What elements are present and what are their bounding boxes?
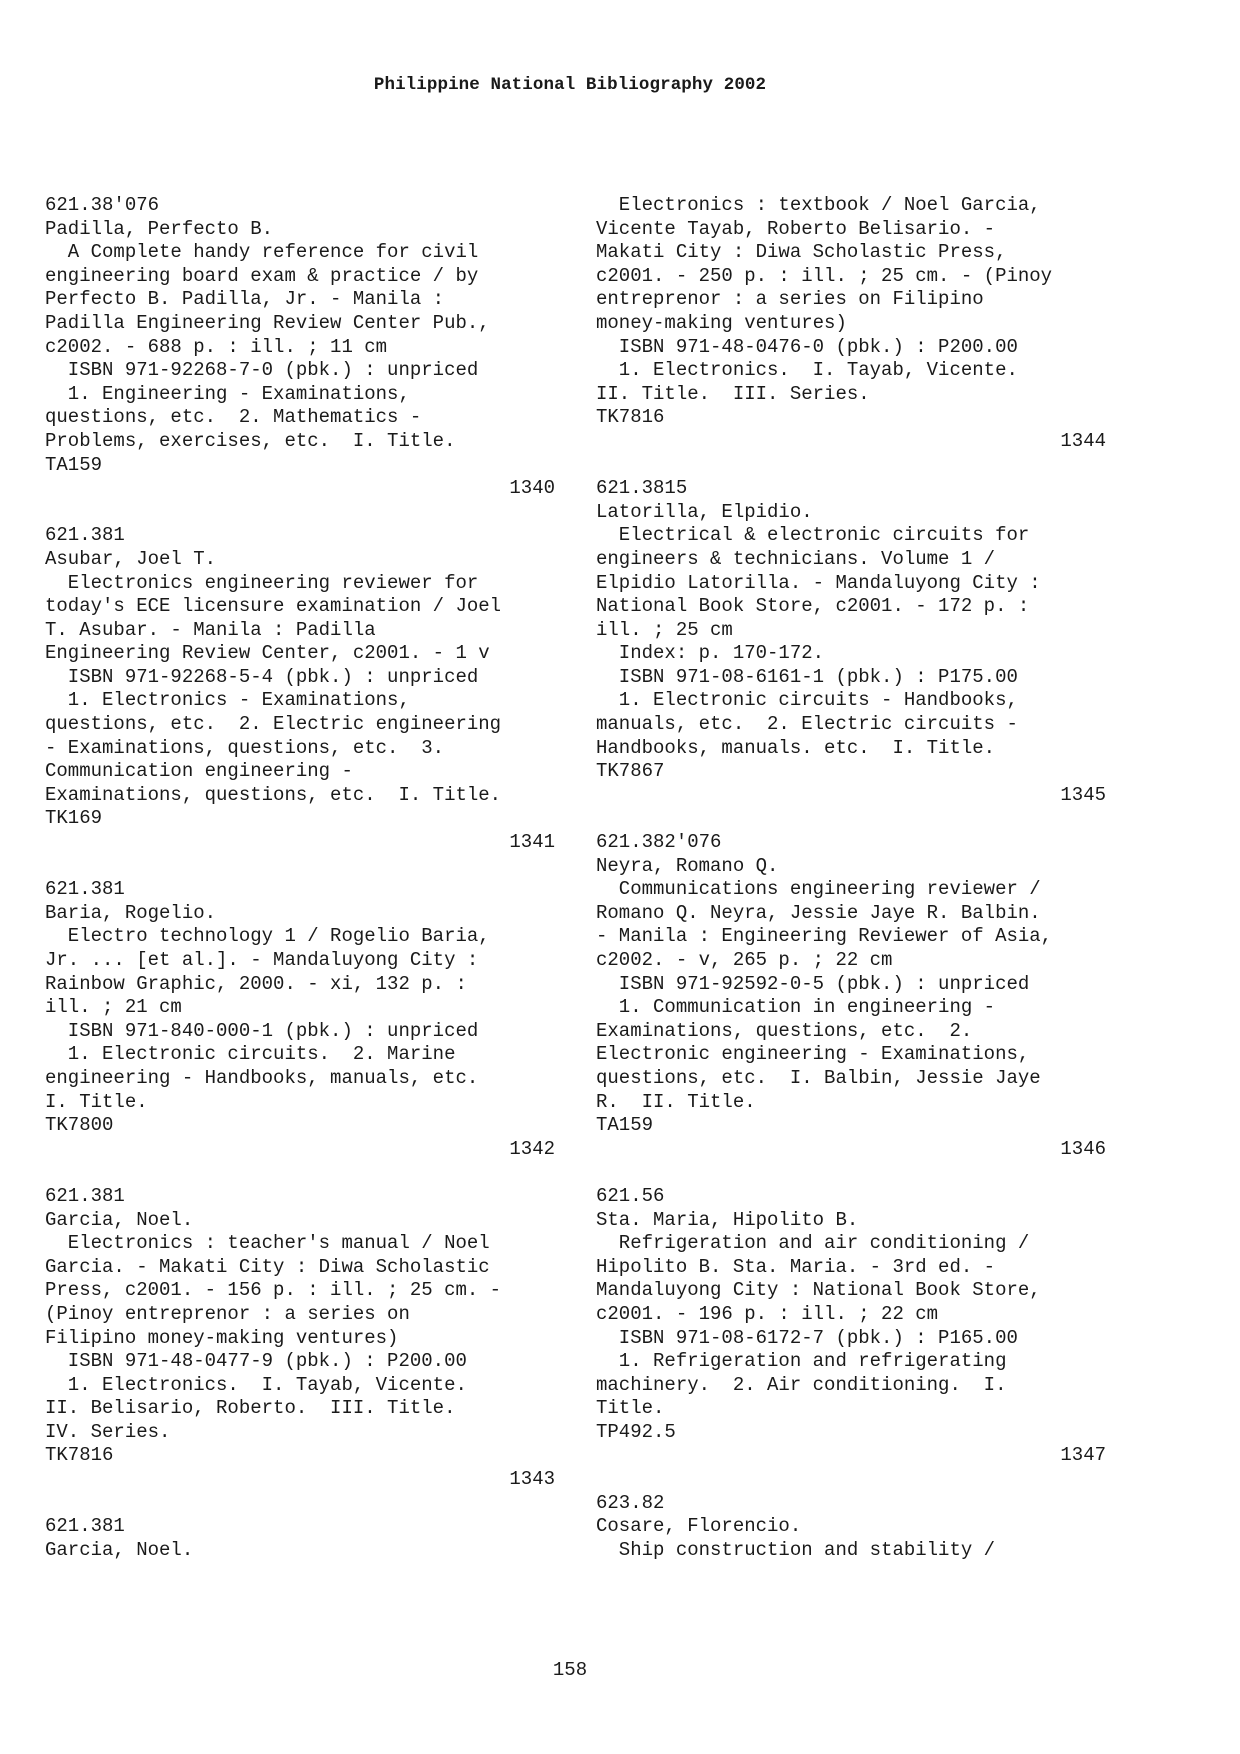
entry-line: ISBN 971-840-000-1 (pbk.) : unpriced — [45, 1019, 479, 1042]
entry-line: Garcia, Noel. — [45, 1538, 194, 1561]
entry-line: A Complete handy reference for civil — [45, 241, 479, 264]
entry-line: 1. Communication in engineering - — [596, 996, 996, 1019]
entry-line: Hipolito B. Sta. Maria. - 3rd ed. - — [596, 1255, 996, 1278]
bibliography-entry — [45, 194, 555, 501]
entry-line: c2002. - v, 265 p. ; 22 cm — [596, 949, 893, 971]
entry-line: entreprenor : a series on Filipino — [596, 288, 984, 311]
entry-line: TA159 — [45, 453, 103, 476]
entry-line: Jr. ... [et al.]. - Mandaluyong City : — [45, 949, 479, 971]
bibliography-entry — [45, 524, 555, 854]
entry-line: 621.381 — [45, 1515, 125, 1538]
entry-line: (Pinoy entreprenor : a series on — [45, 1302, 410, 1325]
entry-line: Vicente Tayab, Roberto Belisario. - — [596, 217, 996, 240]
entry-line: National Book Store, c2001. - 172 p. : — [596, 595, 1030, 618]
entry-line: Communication engineering - — [45, 760, 353, 783]
entry-number: 1346 — [1060, 1137, 1106, 1160]
entry-line: machinery. 2. Air conditioning. I. — [596, 1373, 1007, 1396]
entry-line: Engineering Review Center, c2001. - 1 v — [45, 642, 490, 665]
entry-line: - Manila : Engineering Reviewer of Asia, — [596, 925, 1053, 948]
entry-line: Title. — [596, 1397, 665, 1420]
bibliography-column-left — [45, 194, 555, 1586]
page-number: 158 — [552, 1659, 588, 1681]
entry-line: Press, c2001. - 156 p. : ill. ; 25 cm. - — [45, 1279, 502, 1302]
entry-line: R. II. Title. — [596, 1090, 756, 1113]
entry-line: ill. ; 21 cm — [45, 996, 182, 1019]
entry-line: Mandaluyong City : National Book Store, — [596, 1279, 1041, 1302]
entry-line: money-making ventures) — [596, 311, 847, 334]
bibliography-entry — [596, 477, 1106, 807]
entry-number: 1340 — [509, 477, 555, 500]
entry-line: Refrigeration and air conditioning / — [596, 1232, 1030, 1255]
entry-line: Asubar, Joel T. — [45, 547, 217, 570]
entry-line: Electronics : teacher's manual / Noel — [45, 1232, 490, 1255]
entry-number: 1347 — [1060, 1444, 1106, 1467]
entry-line: TP492.5 — [596, 1420, 676, 1443]
entry-line: 1. Electronic circuits. 2. Marine — [45, 1043, 456, 1066]
entry-line: Problems, exercises, etc. I. Title. — [45, 429, 456, 452]
entry-line: questions, etc. 2. Electric engineering — [45, 713, 502, 736]
entry-line: ISBN 971-92268-7-0 (pbk.) : unpriced — [45, 359, 479, 382]
entry-line: c2001. - 250 p. : ill. ; 25 cm. - (Pinoy — [596, 264, 1053, 287]
entry-line: IV. Series. — [45, 1420, 171, 1443]
entry-line: 621.381 — [45, 878, 125, 901]
entry-line: 1. Electronic circuits - Handbooks, — [596, 689, 1018, 712]
entry-line: 1. Electronics - Examinations, — [45, 689, 410, 712]
bibliography-entry — [596, 194, 1106, 454]
entry-line: Electrical & electronic circuits for — [596, 524, 1030, 547]
entry-line: Garcia, Noel. — [45, 1208, 194, 1231]
entry-line: c2001. - 196 p. : ill. ; 22 cm — [596, 1302, 939, 1325]
entry-line: ISBN 971-48-0477-9 (pbk.) : P200.00 — [45, 1350, 467, 1373]
page-title: Philippine National Bibliography 2002 — [373, 75, 767, 95]
entry-line: I. Title. — [45, 1090, 148, 1113]
bibliography-entry — [596, 831, 1106, 1161]
entry-line: manuals, etc. 2. Electric circuits - — [596, 713, 1018, 736]
entry-line: engineering - Handbooks, manuals, etc. — [45, 1066, 479, 1089]
entry-number: 1342 — [509, 1137, 555, 1160]
entry-line: TK7800 — [45, 1114, 114, 1137]
entry-line: T. Asubar. - Manila : Padilla — [45, 618, 376, 641]
bibliography-entry — [596, 1185, 1106, 1468]
entry-line: TK7816 — [45, 1444, 114, 1467]
entry-number: 1345 — [1060, 783, 1106, 806]
entry-line: II. Belisario, Roberto. III. Title. — [45, 1397, 456, 1420]
entry-line: Perfecto B. Padilla, Jr. - Manila : — [45, 288, 445, 311]
entry-number: 1341 — [509, 831, 555, 854]
entry-line: Padilla Engineering Review Center Pub., — [45, 311, 490, 334]
entry-line: questions, etc. 2. Mathematics - — [45, 406, 422, 429]
entry-line: ISBN 971-08-6172-7 (pbk.) : P165.00 — [596, 1326, 1018, 1349]
entry-line: 621.38'076 — [45, 194, 160, 216]
entry-line: Electro technology 1 / Rogelio Baria, — [45, 925, 490, 948]
entry-number: 1344 — [1060, 429, 1106, 452]
entry-line: Filipino money-making ventures) — [45, 1326, 399, 1349]
entry-line: Elpidio Latorilla. - Mandaluyong City : — [596, 571, 1041, 594]
entry-line: Index: p. 170-172. — [596, 642, 825, 665]
entry-line: 1. Electronics. I. Tayab, Vicente. — [596, 359, 1018, 382]
entry-line: Padilla, Perfecto B. — [45, 217, 274, 240]
bibliography-entry — [45, 1515, 555, 1562]
bibliography-entry — [45, 878, 555, 1161]
entry-line: 1. Engineering - Examinations, — [45, 382, 410, 405]
entry-line: Baria, Rogelio. — [45, 901, 217, 924]
entry-line: 621.3815 — [596, 477, 688, 500]
entry-line: Ship construction and stability / — [596, 1538, 996, 1561]
entry-line: Communications engineering reviewer / — [596, 878, 1041, 901]
entry-line: Handbooks, manuals. etc. I. Title. — [596, 736, 996, 759]
entry-line: 623.82 — [596, 1491, 665, 1514]
entry-line: questions, etc. I. Balbin, Jessie Jaye — [596, 1066, 1041, 1089]
entry-line: Neyra, Romano Q. — [596, 854, 779, 877]
entry-line: ISBN 971-92592-0-5 (pbk.) : unpriced — [596, 972, 1030, 995]
entry-line: ISBN 971-48-0476-0 (pbk.) : P200.00 — [596, 335, 1018, 358]
entry-line: Cosare, Florencio. — [596, 1515, 802, 1538]
entry-line: 1. Electronics. I. Tayab, Vicente. — [45, 1373, 467, 1396]
entry-line: Examinations, questions, etc. 2. — [596, 1019, 973, 1042]
entry-line: 621.381 — [45, 524, 125, 547]
entry-line: Electronic engineering - Examinations, — [596, 1043, 1030, 1066]
entry-line: 621.381 — [45, 1184, 125, 1207]
entry-line: - Examinations, questions, etc. 3. — [45, 736, 445, 759]
entry-line: Garcia. - Makati City : Diwa Scholastic — [45, 1255, 490, 1278]
bibliography-column-right — [596, 194, 1106, 1586]
entry-line: ill. ; 25 cm — [596, 618, 733, 641]
entry-line: today's ECE licensure examination / Joel — [45, 595, 502, 618]
entry-line: 621.56 — [596, 1184, 665, 1207]
entry-line: 1. Refrigeration and refrigerating — [596, 1350, 1007, 1373]
bibliography-entry — [596, 1492, 1106, 1563]
entry-line: engineering board exam & practice / by — [45, 264, 479, 287]
entry-line: TK7867 — [596, 760, 665, 783]
entry-line: Latorilla, Elpidio. — [596, 500, 813, 523]
entry-line: TK169 — [45, 807, 103, 830]
entry-line: Makati City : Diwa Scholastic Press, — [596, 241, 1007, 264]
bibliography-entry — [45, 1185, 555, 1492]
entry-line: TK7816 — [596, 406, 665, 429]
entry-number: 1343 — [509, 1468, 555, 1491]
entry-line: c2002. - 688 p. : ill. ; 11 cm — [45, 335, 388, 358]
entry-line: TA159 — [596, 1114, 654, 1137]
entry-line: engineers & technicians. Volume 1 / — [596, 547, 996, 570]
entry-line: ISBN 971-92268-5-4 (pbk.) : unpriced — [45, 665, 479, 688]
entry-line: Romano Q. Neyra, Jessie Jaye R. Balbin. — [596, 901, 1041, 924]
entry-line: Electronics : textbook / Noel Garcia, — [596, 194, 1041, 216]
entry-line: II. Title. III. Series. — [596, 382, 870, 405]
entry-line: 621.382'076 — [596, 831, 722, 854]
entry-line: ISBN 971-08-6161-1 (pbk.) : P175.00 — [596, 665, 1018, 688]
entry-line: Electronics engineering reviewer for — [45, 571, 479, 594]
entry-line: Examinations, questions, etc. I. Title. — [45, 783, 502, 806]
entry-line: Rainbow Graphic, 2000. - xi, 132 p. : — [45, 972, 467, 995]
entry-line: Sta. Maria, Hipolito B. — [596, 1208, 859, 1231]
